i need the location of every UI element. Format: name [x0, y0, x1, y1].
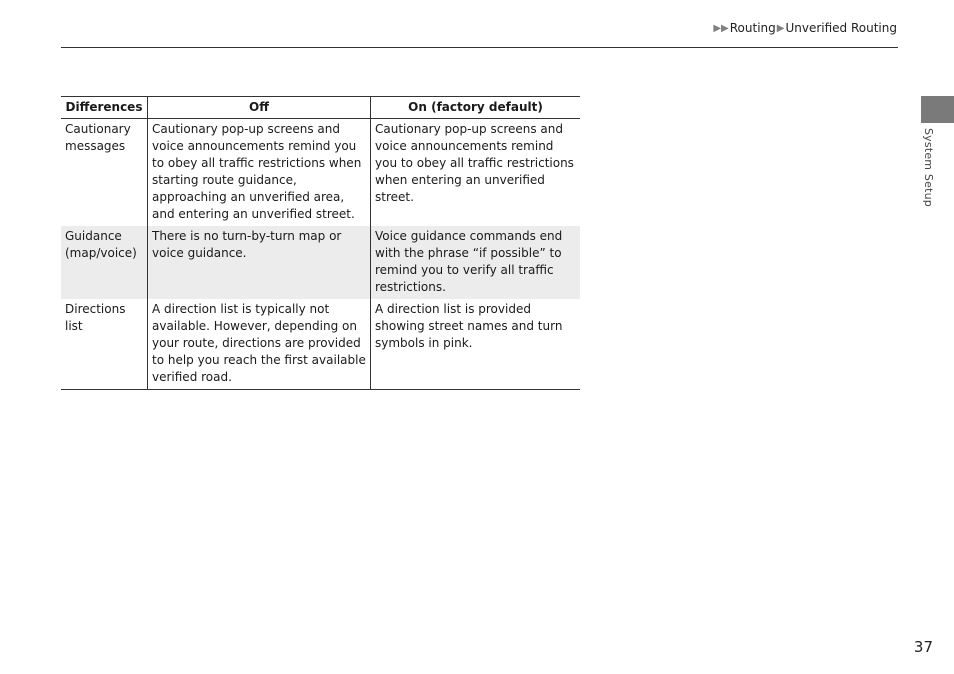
page-number: 37: [913, 638, 933, 656]
breadcrumb: [713, 21, 897, 35]
section-tab-label: System Setup: [922, 128, 935, 207]
table-row: [61, 226, 580, 299]
header-off: Off: [148, 97, 371, 119]
arrow-right-icon: ▶: [776, 22, 785, 34]
table-header-row: [61, 97, 580, 119]
breadcrumb-section[interactable]: Routing: [729, 21, 776, 35]
table-row: [61, 299, 580, 390]
section-tab[interactable]: [921, 96, 954, 123]
row-label: Cautionary messages: [65, 122, 131, 153]
row-label: Guidance (map/voice): [61, 226, 148, 299]
arrow-right-icon: ▶▶: [713, 22, 729, 34]
row-off: A direction list is typically not available. However, depending on your route, directions are provided to help you reach the first available verified road.: [148, 299, 371, 390]
header-divider: [61, 47, 898, 48]
row-on: Cautionary pop-up screens and voice announcements remind you to obey all traffic restrictions when entering an unverified street.: [371, 119, 581, 227]
row-off: There is no turn-by-turn map or voice guidance.: [148, 226, 371, 299]
breadcrumb-page: Unverified Routing: [785, 21, 897, 35]
row-on: A direction list is provided showing street names and turn symbols in pink.: [371, 299, 581, 390]
row-on: Voice guidance commands end with the phrase “if possible” to remind you to verify all traffic restrictions.: [371, 226, 581, 299]
header-on: On (factory default): [371, 97, 581, 119]
differences-table: [61, 96, 580, 390]
table-row: [61, 119, 580, 227]
row-off: Cautionary pop-up screens and voice announcements remind you to obey all traffic restrictions when starting route guidance, approaching an unverified area, and entering an unverified street.: [148, 119, 371, 227]
header-differences: Differences: [61, 97, 148, 119]
row-label: Directions list: [61, 299, 148, 390]
